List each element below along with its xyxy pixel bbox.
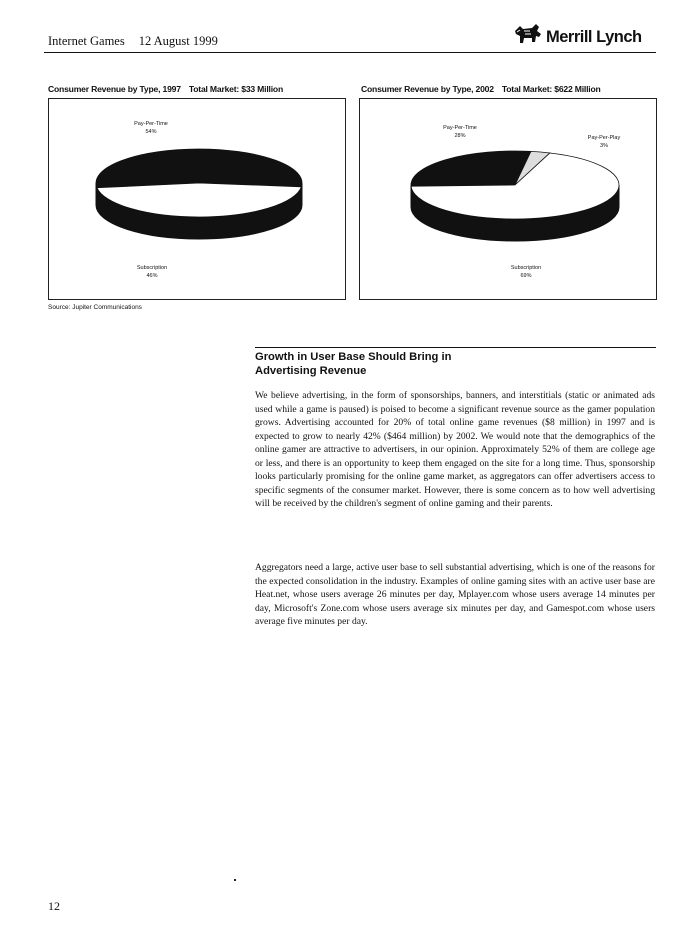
chart-2002-frame: [359, 98, 657, 300]
body-paragraph-2: Aggregators need a large, active user base to sell substantial advertising, which is one of the reasons for the expected consolidation in the industry. Examples of online gaming sites with an active user base are Heat.net, whose users average 26 minutes per day, Mplayer.com whose users average 14 minutes per day, Microsoft's Zone.com whose users average six minutes per day, and Gamespot.com whose users average five minutes per day.: [255, 562, 655, 627]
slice-label-subscription-2002: [511, 264, 541, 280]
slice-label-subscription-1997: [137, 264, 167, 280]
pie-slice-pay-per-time: [96, 149, 302, 188]
chart-2002-title: [361, 84, 601, 94]
slice-percent: 3%: [600, 143, 608, 149]
report-name: Internet Games: [48, 34, 125, 48]
slice-percent: 46%: [146, 273, 158, 279]
slice-name: Subscription: [510, 265, 542, 271]
pie-slice-pay-per-time: [411, 151, 531, 186]
slice-percent: 28%: [454, 133, 466, 139]
slice-label-pay-per-time-2002: [443, 124, 477, 140]
body-paragraph-1: We believe advertising, in the form of sponsorships, banners, and interstitials (static or animated ads used while a game is paused) is poised to become a significant revenue source as the gamer population grows. Advertising accounted for 20% of total online game revenues ($8 million) in 1997 and is expected to grow to nearly 42% ($464 million) by 2002. We would note that the demographics of the online gamer are attractive to advertisers, in our opinion. Approximately 52% of them are college age or less, and there is an opportunity to keep them engaged on the site for a long time. Thus, sponsorship looks particularly promising for the online game market, as aggregators can offer advertisers access to specific segments of the consumer market. However, there is some concern as to how well advertising will be received by the children's segment of online gaming and their parents.: [255, 390, 655, 509]
slice-name: Pay-Per-Time: [443, 125, 477, 131]
section-heading-line2: Advertising Revenue: [255, 365, 367, 377]
header-divider: [44, 52, 656, 53]
chart-1997-total: Total Market: $33 Million: [188, 84, 283, 94]
stray-mark: [234, 879, 236, 881]
section-heading-line1: Growth in User Base Should Bring in: [255, 351, 452, 363]
chart-2002-title-text: Consumer Revenue by Type, 2002: [361, 84, 494, 94]
report-date: 12 August 1999: [138, 34, 218, 48]
page-number: 12: [48, 899, 60, 913]
section-divider: [255, 347, 656, 348]
logo-wordmark: Merrill Lynch: [546, 28, 642, 46]
chart-1997-title-text: Consumer Revenue by Type, 1997: [48, 84, 181, 94]
chart-1997-pie: [49, 99, 345, 299]
bull-icon: [512, 22, 544, 48]
slice-name: Subscription: [136, 265, 168, 271]
chart-source: Source: Jupiter Communications: [48, 304, 142, 311]
slice-name: Pay-Per-Play: [587, 135, 621, 141]
running-header: [48, 34, 218, 49]
chart-1997-title: [48, 84, 283, 94]
chart-1997-frame: [48, 98, 346, 300]
chart-2002-pie: [360, 99, 656, 299]
slice-name: Pay-Per-Time: [134, 121, 168, 127]
section-heading: [255, 350, 555, 378]
slice-label-pay-per-play-2002: [588, 134, 620, 150]
slice-percent: 54%: [145, 129, 157, 135]
slice-label-pay-per-time-1997: [134, 120, 168, 136]
chart-2002-total: Total Market: $622 Million: [501, 84, 601, 94]
slice-percent: 69%: [520, 273, 532, 279]
